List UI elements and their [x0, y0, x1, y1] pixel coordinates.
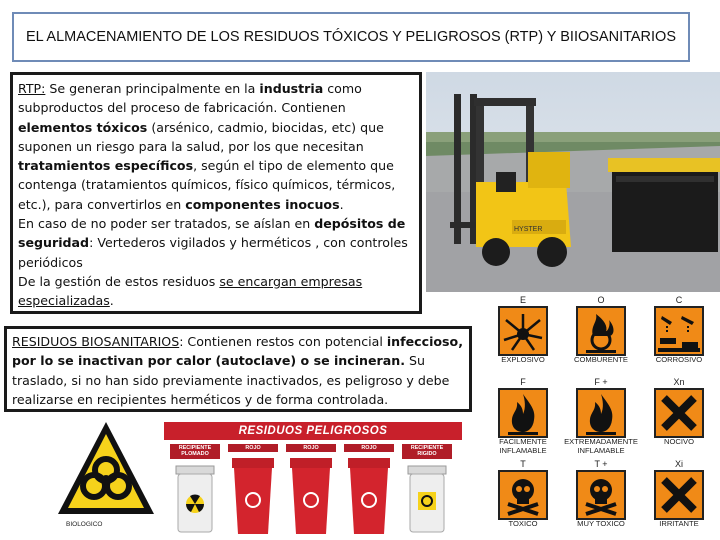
bin-red-1	[226, 444, 280, 536]
rtp-emph: industria	[259, 81, 324, 96]
bin-red-2	[284, 444, 338, 536]
hazard-letter: Xi	[674, 459, 683, 469]
rtp-underlined: se encargan empresas especializadas	[18, 273, 363, 309]
flame-icon	[576, 388, 626, 438]
forklift-brand: HYSTER	[514, 226, 543, 233]
hazard-very-toxic	[562, 458, 640, 540]
biohazard-icon	[54, 418, 158, 522]
hazard-letter: O	[597, 295, 605, 305]
rtp-text: : Vertederos vigilados y herméticos , con controles periódicos	[18, 235, 408, 270]
hazard-oxidizer	[562, 294, 640, 376]
hazard-letter: T +	[594, 459, 608, 469]
oxidizer-icon	[576, 306, 626, 356]
bin-tag: RECIPIENTE PLOMADO	[170, 444, 220, 459]
rtp-text: , según el tipo de elemento que contenga (tratamientos químicos, físico químicos, térmicos, etc.), para convertirlos en	[18, 158, 396, 212]
page-title	[12, 12, 690, 62]
hazard-letter: F	[520, 377, 526, 387]
red-bin-icon	[226, 444, 280, 536]
rtp-text-box	[10, 72, 422, 314]
rtp-text: .	[339, 196, 344, 212]
rtp-text: De la gestión de estos residuos	[18, 273, 220, 289]
bin-tag: ROJO	[286, 444, 336, 452]
biohazard-caption: BIOLOGICO	[66, 521, 103, 528]
hazard-letter: Xn	[673, 377, 685, 387]
hazard-flammable	[484, 376, 562, 458]
rtp-text: En caso de no poder ser tratados, se aíslan en	[18, 216, 315, 232]
skull-icon	[576, 470, 626, 520]
hazard-extremely-flammable	[562, 376, 640, 458]
biosanitary-text-box	[4, 326, 472, 412]
hazard-label: COMBURENTE	[573, 355, 628, 364]
rtp-emph: elementos tóxicos	[18, 119, 148, 135]
hazard-explosive	[484, 294, 562, 376]
hazard-label: FACILMENTE INFLAMABLE	[499, 437, 547, 455]
hazardous-bins-panel	[164, 422, 464, 536]
x-cross-icon	[654, 470, 704, 520]
bin-tag: RECIPIENTE RIGIDO	[402, 444, 452, 459]
hazard-label: CORROSIVO	[655, 355, 703, 364]
rtp-text: .	[109, 293, 114, 309]
bio-text: : Contienen restos con potencial	[179, 334, 387, 349]
bin-rigid-container	[400, 444, 454, 536]
bins-banner: RESIDUOS PELIGROSOS	[164, 422, 462, 440]
bin-tag: ROJO	[344, 444, 394, 452]
rtp-emph: tratamientos específicos	[18, 158, 194, 174]
hazard-letter: T	[520, 459, 526, 469]
hazard-toxic	[484, 458, 562, 540]
red-bin-icon	[342, 444, 396, 536]
skull-icon	[498, 470, 548, 520]
hazard-label: NOCIVO	[664, 437, 694, 446]
hazard-letter: F +	[594, 377, 608, 387]
rtp-text: como subproductos del proceso de fabricación. Contienen	[18, 81, 362, 116]
forklift-photo	[426, 72, 720, 292]
hazard-harmful	[640, 376, 718, 458]
corrosive-icon	[654, 306, 704, 356]
rtp-emph: depósitos de seguridad	[18, 216, 406, 251]
hazard-letter: C	[675, 295, 683, 305]
hazard-irritant	[640, 458, 718, 540]
rtp-paragraph-3	[18, 272, 414, 311]
rtp-paragraph-2	[18, 214, 414, 272]
rtp-emph: componentes inocuos	[185, 196, 340, 212]
bin-tag: ROJO	[228, 444, 278, 452]
flame-icon	[498, 388, 548, 438]
rtp-label: RTP:	[18, 81, 46, 96]
red-bin-icon	[284, 444, 338, 536]
hazard-label: MUY TOXICO	[577, 519, 625, 528]
biohazard-sign	[54, 418, 158, 534]
hazard-label: EXTREMADAMENTE INFLAMABLE	[564, 437, 638, 455]
rtp-text: Se generan principalmente en la	[45, 81, 260, 96]
bio-emph: infeccioso, por lo se inactivan por calor (autoclave) o se incineran.	[12, 334, 463, 369]
hazard-label: IRRITANTE	[659, 519, 699, 528]
forklift-illustration	[426, 72, 720, 292]
bin-red-3	[342, 444, 396, 536]
page-title-text: EL ALMACENAMIENTO DE LOS RESIDUOS TÓXICOS Y PELIGROSOS (RTP) Y BIIOSANITARIOS	[26, 29, 676, 45]
hazard-label: TOXICO	[508, 519, 538, 528]
x-cross-icon	[654, 388, 704, 438]
rtp-paragraph-1	[18, 79, 414, 214]
rtp-text: (arsénico, cadmio, biocidas, etc) que suponen un riesgo para la salud, por los que necesitan	[18, 119, 384, 154]
hazard-symbol-grid	[484, 292, 720, 540]
bio-label: RESIDUOS BIOSANITARIOS	[12, 334, 180, 349]
explosive-icon	[498, 306, 548, 356]
hazard-letter: E	[519, 295, 526, 305]
bin-lead-container	[168, 444, 222, 536]
hazard-corrosive	[640, 294, 718, 376]
bio-text: Su traslado, si no han sido previamente inactivados, es peligroso y debe realizarse en recipientes herméticos y de forma controlada.	[12, 353, 450, 407]
hazard-label: EXPLOSIVO	[501, 355, 545, 364]
